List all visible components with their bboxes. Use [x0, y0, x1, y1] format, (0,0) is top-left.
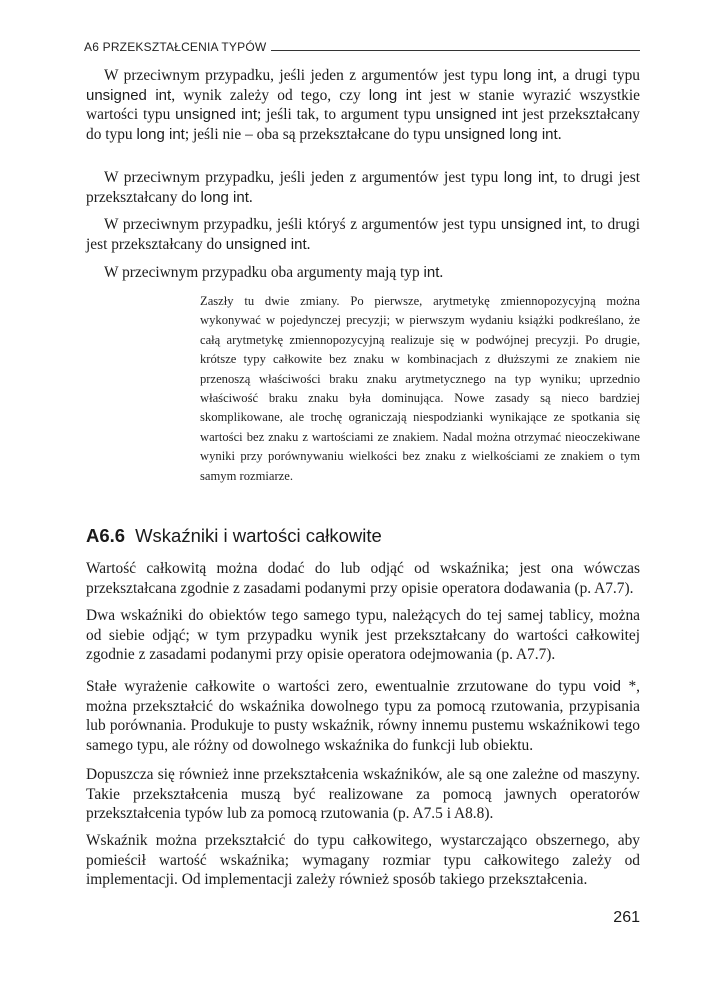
code-type-name: long int — [200, 188, 249, 206]
text-run: jest w stanie wyrazić wszystkie wartości typu — [86, 86, 640, 124]
code-type-name: void — [593, 678, 621, 695]
text-run: jest przekształcany do typu — [86, 106, 640, 143]
running-header-rule — [271, 50, 640, 51]
section-number: A6.6 — [86, 525, 126, 546]
text-run: Wartość całkowitą można dodać do lub odjąć od wskaźnika; jest ona wówczas przekształcana zgodnie z zasadami podanymi przy opisie operatora dodawania (p. A7.7). — [86, 560, 640, 597]
section-paragraph — [86, 559, 640, 598]
section-paragraph — [86, 677, 640, 755]
text-run: Dopuszcza się również inne przekształcenia wskaźników, ale są one zależne od maszyny. Takie przekształcenia muszą być realizowane za pomocą jawnych operatorów przekształcenia typów lub za pomocą rzutowania (p. A7.5 i A8.8). — [86, 766, 640, 823]
section-title: Wskaźniki i wartości całkowite — [135, 525, 382, 546]
text-run: . — [306, 235, 311, 253]
text-run: W przeciwnym przypadku oba argumenty mają typ — [104, 264, 424, 281]
section-heading — [86, 525, 382, 547]
text-run: ; jeśli tak, to argument typu — [257, 106, 436, 124]
code-type-name: unsigned int — [500, 216, 583, 233]
rule-paragraph-int — [86, 263, 640, 283]
rule-paragraph-long-vs-unsigned — [86, 66, 640, 144]
running-header — [84, 40, 640, 54]
section-paragraph — [86, 606, 640, 665]
text-run: ; jeśli nie – oba są przekształcane do typu — [184, 125, 445, 143]
text-run: Wskaźnik można przekształcić do typu całkowitego, wystarczająco obszernego, aby pomieścił wartość wskaźnika; wymagany rozmiar typu całkowitego zależy od implementacji. Od implementacji zależy również sposób takiego przekształcenia. — [86, 832, 640, 889]
code-type-name: long int — [503, 169, 554, 186]
text-run: Dwa wskaźniki do obiektów tego samego typu, należących do tej samej tablicy, można od siebie odjąć; w tym przypadku wynik jest przekształcany do wartości całkowitej zgodnie z zasadami podanymi przy opisie operatora odejmowania (p. A7.7). — [86, 607, 640, 664]
editorial-note: Zaszły tu dwie zmiany. Po pierwsze, arytmetykę zmiennopozycyjną można wykonywać w pojedynczej precyzji; w pierwszym wydaniu książki podkreślano, że całą arytmetykę zmiennopozycyjną realizuje się w podwójnej precyzji. Po drugie, krótsze typy całkowite bez znaku w kombinacjach z dłuższymi ze znakiem nie przenoszą właściwości braku znaku arytmetycznego na typ wyniku; uprzednio właściwość braku znaku była dominująca. Nowe zasady są nieco bardziej skomplikowane, ale trochę ograniczają niespodzianki wynikające ze spotkania się wartości bez znaku z wartościami ze znakiem. Nadal można otrzymać nieoczekiwane wyniki przy porównywaniu wielkości bez znaku z wielkościami ze znakiem o tym samym rozmiarze. — [200, 294, 640, 483]
section-paragraph — [86, 831, 640, 890]
text-run: , wynik zależy od tego, czy — [171, 86, 369, 104]
text-run: , a drugi typu — [553, 67, 640, 84]
code-type-name: unsigned int — [86, 86, 172, 104]
text-run: W przeciwnym przypadku, jeśli jeden z argumentów jest typu — [104, 67, 504, 84]
code-type-name: long int — [503, 67, 554, 84]
text-run: . — [439, 264, 444, 281]
text-run: . — [248, 188, 253, 206]
code-type-name: int — [423, 264, 440, 281]
rule-paragraph-unsigned — [86, 215, 640, 254]
code-type-name: unsigned int — [175, 106, 258, 124]
code-type-name: unsigned long int — [444, 125, 558, 143]
text-run: , to drugi jest przekształcany do — [86, 216, 640, 253]
running-header-title: A6 PRZEKSZTAŁCENIA TYPÓW — [84, 40, 267, 54]
text-run: W przeciwnym przypadku, jeśli któryś z argumentów jest typu — [104, 216, 501, 233]
section-paragraph — [86, 765, 640, 824]
text-run: W przeciwnym przypadku, jeśli jeden z argumentów jest typu — [104, 169, 504, 186]
code-type-name: unsigned int — [435, 106, 518, 124]
text-run: Stałe wyrażenie całkowite o wartości zero, ewentualnie zrzutowane do typu — [86, 678, 594, 695]
rule-paragraph-long — [86, 168, 640, 207]
page-number: 261 — [613, 909, 640, 926]
code-type-name: long int — [368, 86, 422, 104]
text-run: *, można przekształcić do wskaźnika dowolnego typu za pomocą rzutowania, przypisania lub porównania. Produkuje to pusty wskaźnik, równy innemu pustemu wskaźnikowi tego samego typu, ale różny od dowolnego wskaźnika do funkcji lub obiektu. — [86, 678, 640, 754]
code-type-name: unsigned int — [225, 235, 307, 253]
code-type-name: long int — [136, 125, 185, 143]
text-run: , to drugi jest przekształcany do — [86, 169, 640, 206]
text-run: . — [557, 125, 562, 143]
